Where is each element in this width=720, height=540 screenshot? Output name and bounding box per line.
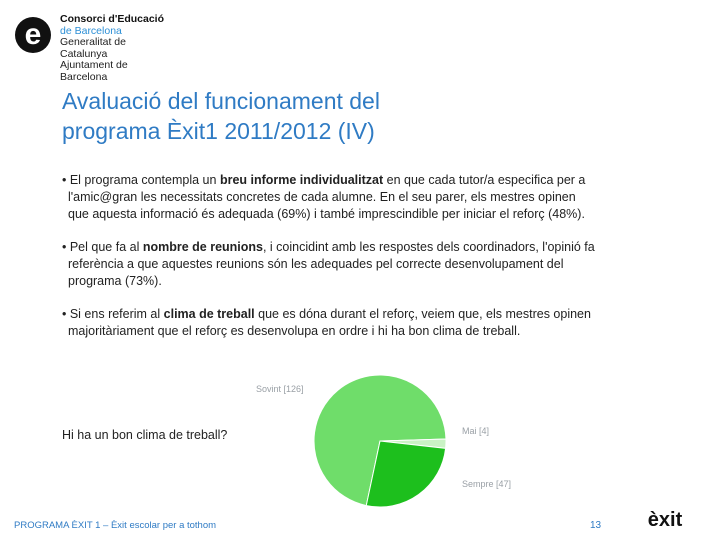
bullet-line: programa (73%). <box>68 274 162 288</box>
bullet-line: referència a que aquestes reunions són les adequades pel correcte desenvolupament del <box>68 257 564 271</box>
pie-slice-sempre <box>366 441 445 507</box>
slide-title <box>62 86 622 146</box>
logo-line-4: Ajuntament de Barcelona <box>60 59 128 83</box>
logo-line-2: de Barcelona <box>60 24 122 37</box>
consorci-logo-text <box>60 14 174 83</box>
logo-line-3: Generalitat de Catalunya <box>60 36 126 60</box>
pie-label-sempre: Sempre [47] <box>462 479 512 489</box>
svg-text:e: e <box>24 18 42 51</box>
bullet-bold-text: clima de treball <box>163 307 255 321</box>
consorci-logo <box>14 13 174 83</box>
footer-program: PROGRAMA ÈXIT 1 – Èxit escolar per a tothom <box>14 520 217 531</box>
slide-title-line-2: programa Èxit1 2011/2012 (IV) <box>62 118 375 144</box>
slide-title-line-1: Avaluació del funcionament del <box>62 88 380 114</box>
bullet-bold-text: breu informe individualitzat <box>219 173 384 187</box>
bullet-line: que aquesta informació és adequada (69%) i també imprescindible per iniciar el reforç (48%). <box>68 207 585 221</box>
bullet-informe <box>62 172 672 223</box>
bullet-text: , i coincidint amb les respostes dels coordinadors, l'opinió fa <box>262 240 595 254</box>
bullet-clima <box>62 306 672 340</box>
bullet-bold-text: nombre de reunions <box>142 240 263 254</box>
bullet-line <box>62 172 672 189</box>
bullet-line: l'amic@gran les necessitats concretes de cada alumne. En el seu parer, els mestres opinen <box>68 190 576 204</box>
bullet-text: • Pel que fa al <box>62 240 143 254</box>
bullet-text: • Si ens referim al <box>62 307 164 321</box>
pie-label-sovint: Sovint [126] <box>256 384 304 394</box>
bullet-line <box>62 306 672 323</box>
pie-label-mai: Mai [4] <box>462 426 490 436</box>
bullet-line <box>62 239 672 256</box>
chart-title: Hi ha un bon clima de treball? <box>62 428 228 442</box>
bullet-text: • El programa contempla un <box>62 173 220 187</box>
bullet-text: en que cada tutor/a especifica per a <box>383 173 586 187</box>
page-number: 13 <box>590 520 602 531</box>
exit-logo <box>636 506 690 532</box>
bullet-text: que es dóna durant el reforç, veiem que, els mestres opinen <box>254 307 591 321</box>
bullet-line: majoritàriament que el reforç es desenvolupa en ordre i hi ha bon clima de treball. <box>68 324 521 338</box>
consorci-e-icon <box>14 16 52 54</box>
bullet-reunions <box>62 239 672 290</box>
exit-logo-text: èxit <box>647 509 683 531</box>
logo-line-1: Consorci d'Educació <box>60 13 165 25</box>
pie-chart <box>230 366 530 516</box>
